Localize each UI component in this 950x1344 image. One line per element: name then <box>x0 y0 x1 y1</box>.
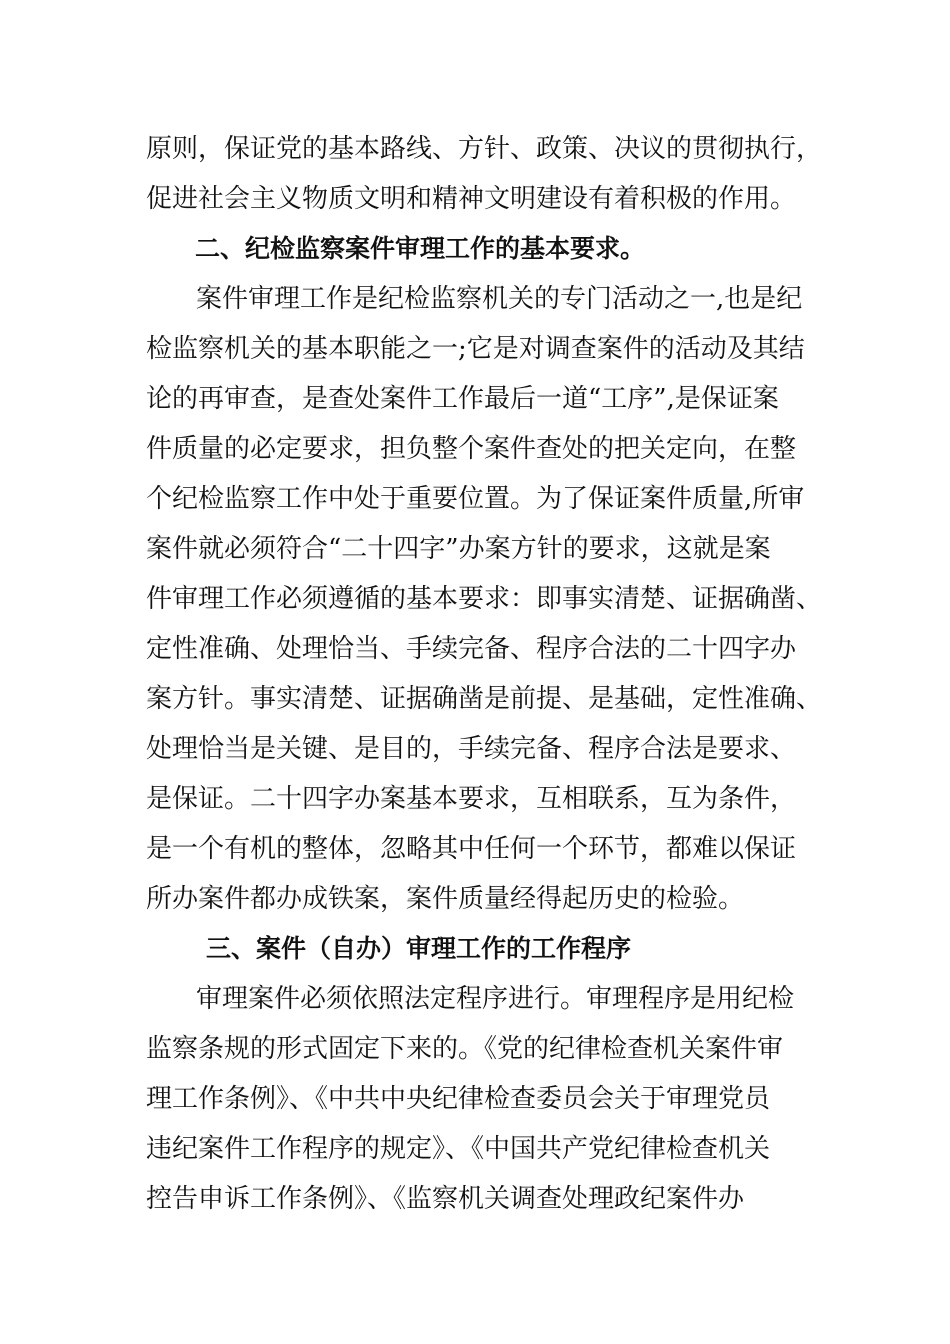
body-line: 所办案件都办成铁案，案件质量经得起历史的检验。 <box>146 884 745 914</box>
body-line: 是一个有机的整体，忽略其中任何一个环节，都难以保证 <box>146 834 797 864</box>
body-line: 监察条规的形式固定下来的。《党的纪律检查机关案件审 <box>146 1034 784 1064</box>
body-line: 论的再审查，是查处案件工作最后一道“工序”,是保证案 <box>146 384 779 414</box>
section-heading-2: 二、纪检监察案件审理工作的基本要求。 <box>195 234 646 263</box>
body-line: 理工作条例》、《中共中央纪律检查委员会关于审理党员 <box>146 1084 771 1114</box>
body-line: 原则，保证党的基本路线、方针、政策、决议的贯彻执行， <box>146 134 823 164</box>
body-line: 促进社会主义物质文明和精神文明建设有着积极的作用。 <box>146 184 797 214</box>
body-line: 案方针。事实清楚、证据确凿是前提、是基础，定性准确、 <box>146 684 823 714</box>
paragraph-first-line: 案件审理工作是纪检监察机关的专门活动之一,也是纪 <box>196 284 803 314</box>
body-line: 件审理工作必须遵循的基本要求：即事实清楚、证据确凿、 <box>146 584 823 614</box>
body-line: 是保证。二十四字办案基本要求，互相联系，互为条件， <box>146 784 797 814</box>
body-line: 定性准确、处理恰当、手续完备、程序合法的二十四字办 <box>146 634 797 664</box>
paragraph-first-line: 审理案件必须依照法定程序进行。审理程序是用纪检 <box>196 984 795 1014</box>
body-line: 件质量的必定要求，担负整个案件查处的把关定向，在整 <box>146 434 797 464</box>
body-line: 个纪检监察工作中处于重要位置。为了保证案件质量,所审 <box>146 484 805 514</box>
body-line: 检监察机关的基本职能之一;它是对调查案件的活动及其结 <box>146 334 805 364</box>
body-line: 控告申诉工作条例》、《监察机关调查处理政纪案件办 <box>146 1184 745 1214</box>
body-line: 案件就必须符合“二十四字”办案方针的要求，这就是案 <box>146 534 771 564</box>
body-line: 处理恰当是关键、是目的，手续完备、程序合法是要求、 <box>146 734 797 764</box>
body-line: 违纪案件工作程序的规定》、《中国共产党纪律检查机关 <box>146 1134 771 1164</box>
section-heading-3: 三、案件（自办）审理工作的工作程序 <box>206 934 632 963</box>
